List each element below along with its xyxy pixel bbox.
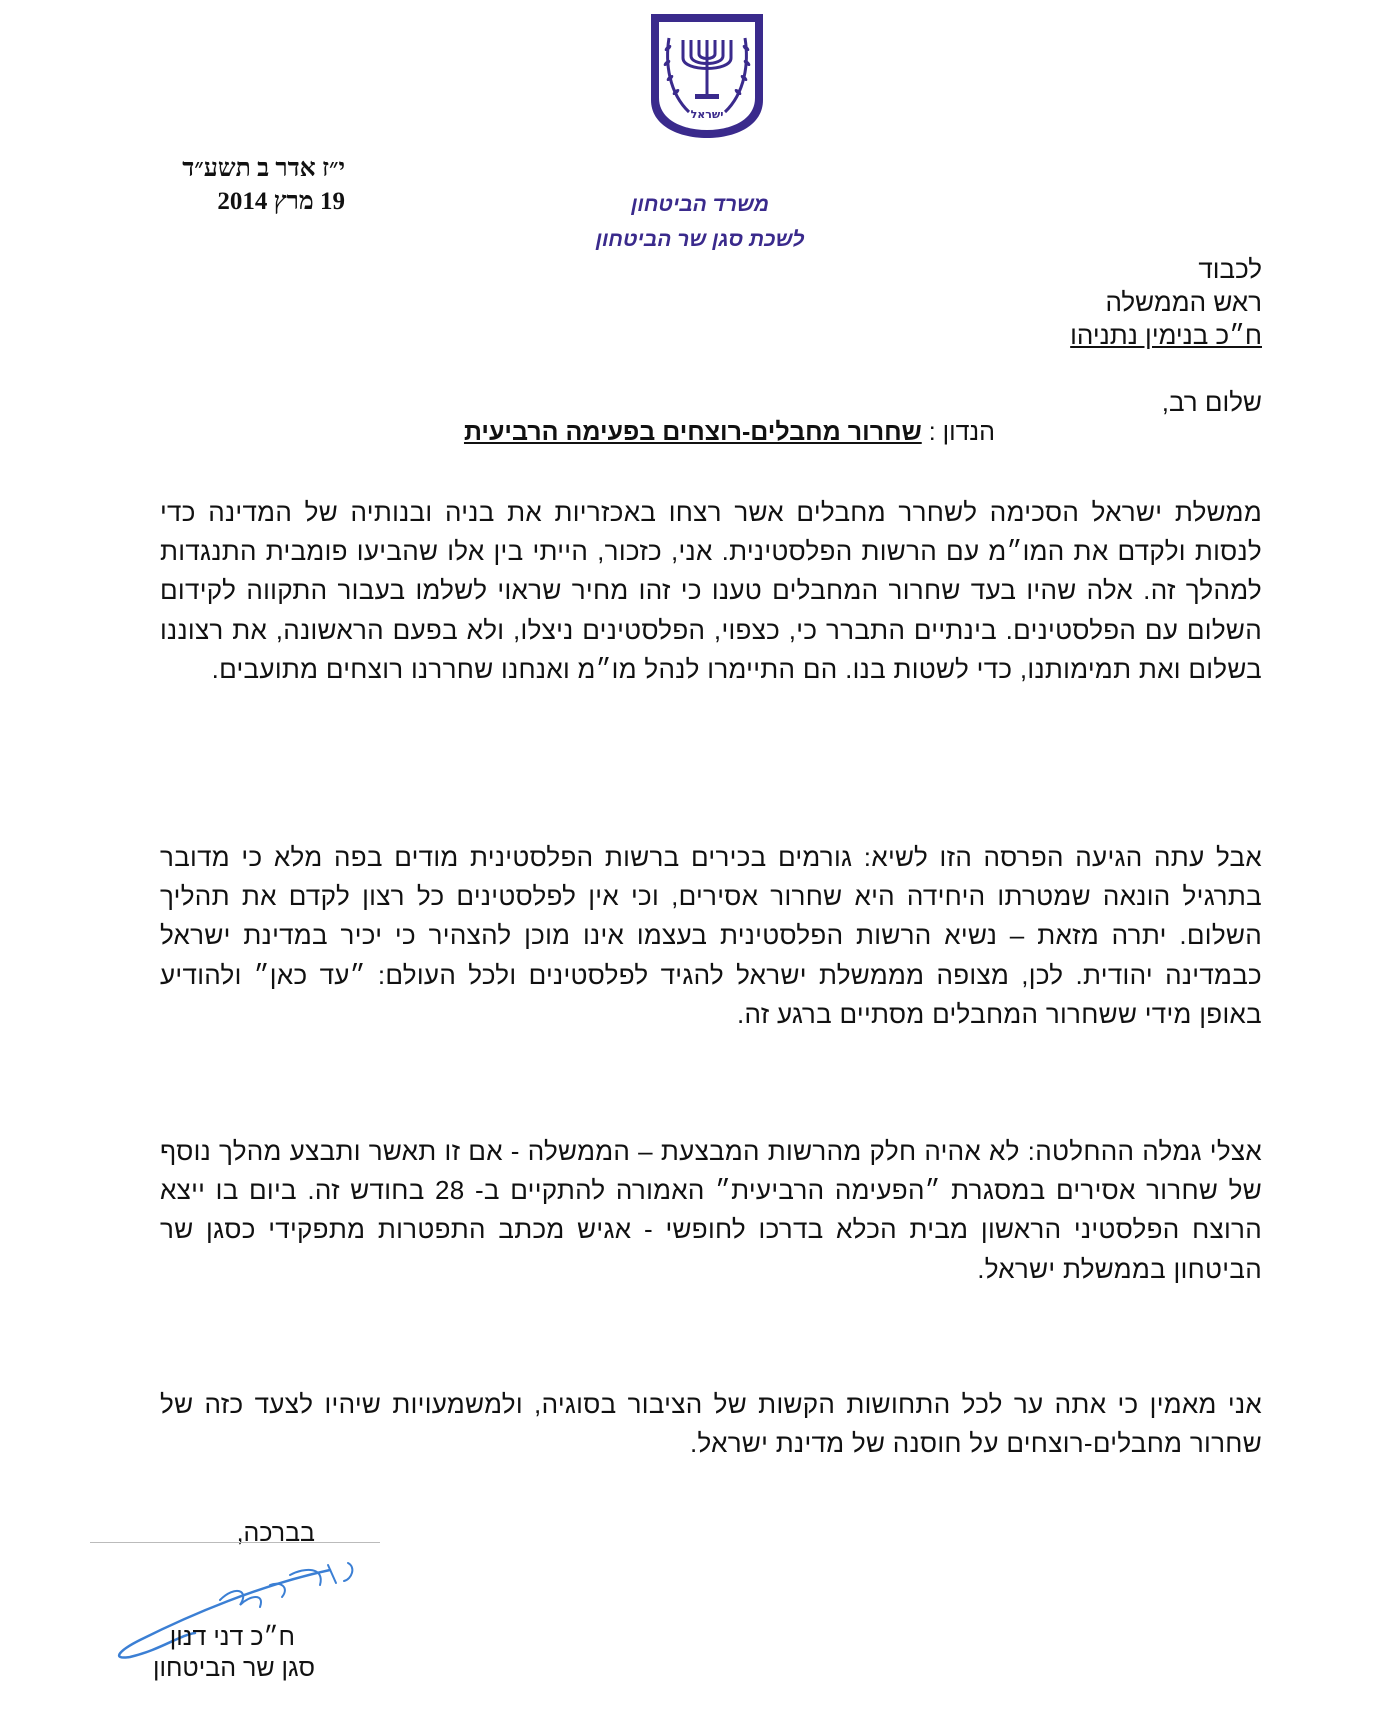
body-paragraph: אצלי גמלה ההחלטה: לא אהיה חלק מהרשות המבצעת – הממשלה - אם זו תאשר ותבצע מהלך נוסף של שחרור אסירים במסגרת ״הפעימה הרביעית״ האמורה להתקיים ב- 28 בחודש זה. ביום בו ייצא הרוצח הפלסטיני הראשון מבית הכלא בדרכו לחופשי - אגיש מכתב התפטרות מתפקידי כסגן שר הביטחון בממשלת ישראל.	[160, 1136, 1262, 1284]
signer-name: ח״כ דני דנון	[169, 1623, 295, 1651]
date-gregorian: 19 מרץ 2014	[217, 188, 345, 215]
body-paragraph: ממשלת ישראל הסכימה לשחרר מחבלים אשר רצחו באכזריות את בניה ובנותיה של המדינה כדי לנסות ולקדם את המו״מ עם הרשות הפלסטינית. אני, כזכור, הייתי בין אלו שהביעו פומבית התנגדות למהלך זה. אלה שהיו בעד שחרור המחבלים טענו כי זהו מחיר שראוי לשלמו בעבור התקווה לקידום השלום עם הפלסטינים. בינתיים התברר כי, כצפוי, הפלסטינים ניצלו, ולא בפעם הראשונה, את רצוננו בשלום ואת תמימותנו, כדי לשטות בנו. הם התיימרו לנהל מו״מ ואנחנו שחררנו רוצחים מתועבים.	[160, 497, 1262, 684]
signer-title: סגן שר הביטחון	[152, 1654, 315, 1682]
state-emblem-icon	[645, 8, 769, 142]
signature-line	[90, 1542, 380, 1543]
addressee-to: לכבוד	[1198, 254, 1262, 284]
emblem-text: ישראל	[690, 108, 724, 121]
greeting: שלום רב,	[1161, 387, 1262, 417]
closing-regards: בברכה,	[236, 1519, 315, 1547]
ministry-name: משרד הביטחון	[631, 193, 769, 216]
subject-text: שחרור מחבלים-רוצחים בפעימה הרביעית	[463, 418, 922, 446]
date-hebrew: י״ז אדר ב תשע״ד	[182, 155, 345, 182]
addressee-name: ח״כ בנימין נתניהו	[1070, 320, 1262, 350]
subject-label: הנדון :	[928, 418, 995, 446]
body-paragraph: אני מאמין כי אתה ער לכל התחושות הקשות של הציבור בסוגיה, ולמשמעויות שיהיו לצעד כזה של שחרור מחבלים-רוצחים על חוסנה של מדינת ישראל.	[160, 1389, 1262, 1459]
body-paragraph: אבל עתה הגיעה הפרסה הזו לשיא: גורמים בכירים ברשות הפלסטינית מודים בפה מלא כי מדובר בתרגיל הונאה שמטרתו היחידה היא שחרור אסירים, וכי אין לפלסטינים כל רצון לקדם את תהליך השלום. יתרה מזאת – נשיא הרשות הפלסטינית בעצמו אינו מוכן להצהיר כי יכיר במדינת ישראל כבמדינה יהודית. לכן, מצופה מממשלת ישראל להגיד לפלסטינים ולכל העולם: ״עד כאן״ ולהודיע באופן מידי ששחרור המחבלים מסתיים ברגע זה.	[160, 842, 1262, 1029]
subject-line	[464, 418, 995, 447]
addressee-title: ראש הממשלה	[1105, 287, 1262, 317]
office-name: לשכת סגן שר הביטחון	[595, 228, 805, 251]
